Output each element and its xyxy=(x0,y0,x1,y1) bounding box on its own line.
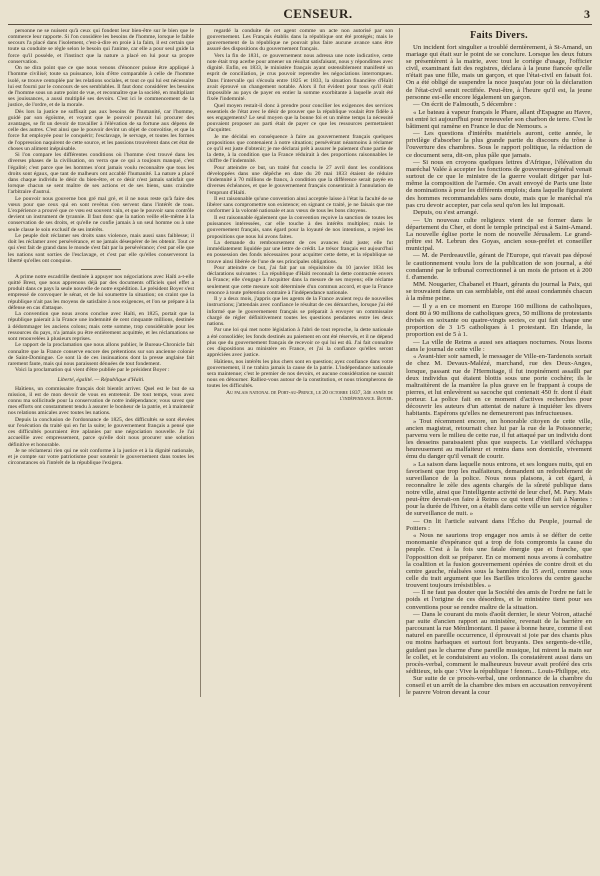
proclamation-paragraph: Quel moyen restait-il donc à prendre pour concilier les exigences des services essentiels de l'état avec le désir de prouver que la république voulait être fidèle à ses engagements? Le seul moyen que la bonne foi et un même temps la nécessité pouvaient proposer au parti était de payer ce que les ressources permettaient d'acquitter. xyxy=(207,102,393,134)
news-item: — Les questions d'intérêts matériels auront, cette année, le privilège d'absorber la plus grande partie du discours du trône à l'ouverture des chambres. Sous le rapport politique, la rédaction de ce document sera, dit-on, plus pâle que jamais. xyxy=(406,130,592,159)
proclamation-paragraph: La demande du remboursement de ces avances était juste; elle fut immédiatement liquidée par une lettre de crédit. Le trésor français est aujourd'hui en possession des fonds nécessaires pour acquitter cette dette, et la république se trouve ainsi libérée de l'une de ses principales obligations. xyxy=(207,240,393,265)
news-item: — On écrit de Falmouth, 5 décembre : xyxy=(413,101,517,109)
news-item: MM. Nougarier, Chabanel et Huart, gérants du journal la Paix, qui se trouvaient dans un cas semblable, ont été aussi condamnés chacun à la même peine. xyxy=(406,281,592,303)
news-item: Sur suite de ce procès-verbal, une ordonnance de la chambre du conseil et un arrêt de la chambre des mises en accusation renvoyèrent le pauvre Voiron devant la cour xyxy=(406,675,592,697)
article-paragraph: A prime notre escadrille destinée à appuyer nos négociations avec Haïti a-t-elle quitté Brest, que nous apprenons déjà par des documents officiels quel effet a produit dans ce pays la seule nouvelle de notre expédition. Le président Boyer s'est empressé de convoquer le sénat, et de lui soumettre la situation; on craint que la république n'ait pas les moyens de satisfaire à nos exigences, et l'on se prépare à la défense en cas d'attaque. xyxy=(8,273,194,311)
proclamation-paragraph: Je ne réclamerai rien qui ne soit conforme à la justice et à la dignité nationale, et je compte sur votre patriotisme pour soutenir le gouvernement dans toutes les circonstances où l'intérêt de la république l'exigera. xyxy=(8,448,194,467)
column-rule xyxy=(399,28,400,697)
proclamation-paragraph: Vers la fin de 1831, ce gouvernement nous adressa une note indicative, cette note était trop acerbe pour amener un résultat satisfaisant, nous y répondîmes avec dignité. Enfin, en 1833, le ministère français ayant ostensiblement manifesté un esprit de conciliation, je crus pouvoir reprendre les négociations interrompues. Dans l'intervalle qui s'écoula entre 1825 et 1833, la situation financière d'Haïti avait éprouvé un changement notable. Alors il fut évident pour tous qu'il était impossible au pays de payer en entier la somme exorbitante à laquelle avait été fixée l'indemnité. xyxy=(207,53,393,103)
proclamation-signature: Au palais national de Port-au-Prince, le 20 octobre 1837, 34e année de l'indépendance. Boyer. xyxy=(226,389,393,402)
article-paragraph: personne ne se nuisent qu'à ceux qui fondent leur bien-être sur le bien que le commerce leur rapporte. Si l'on considère les besoins de l'homme, lorsque le faible secours l'a placé dans l'isolement, c'est-à-dire en proie à la faim, il est certain que toute sa conduite se règle selon le besoin qui l'anime, car elle a pour seul guide la force qu'il possède, et l'instinct que la nature a placé en lui pour sa propre conservation. xyxy=(8,28,194,65)
news-item: « Le bateau à vapeur français le Phare, allant d'Espagne au Havre, est entré ici aujourd'hui pour renouveler son charbon de terre. C'est le bâtiment qui ramène en France le duc de Nemours. » xyxy=(406,108,592,130)
proclamation-paragraph: Pour atteindre ce but, un traité fut conclu le 27 avril dont les conditions développées dans une dépêche en date du 20 mai 1833 étaient de réduire l'indemnité à 70 millions de francs, à condition que la différence serait payée en diverses échéances, et que le gouvernement français consentirait à l'annulation de l'emprunt d'Haïti. xyxy=(207,165,393,196)
proclamation-paragraph: Haïtiens, un commissaire français doit bientôt arriver. Quel est le but de sa mission, il est de mon devoir de vous en entretenir. De tout temps, vous avez connu ma sollicitude pour la conservation de notre indépendance; vous savez que mes efforts ont constamment tendu à assurer le bonheur de la patrie, et à maintenir nos relations amicales avec toutes les nations. xyxy=(8,385,194,417)
news-item: — Dans le courant du mois d'août dernier, le sieur Voiron, attaché par suite d'ancien rapport au ministère, revenait de la barrière en parcourant la rue Ménilmontant. Il passe à bonne heure, comme il est naturel en pareille occurrence, il éprouvait si joie par des chants plus ou moins harbaques et surtout fort bruyants. Des sergents-de-ville, guidant pas le charme d'une pareille musique, lui mirent la main sur le collet, et le conduisirent au violon. Ils constatèrent aussi dans un procès-verbal, comment le malheureux buveur avait proféré des cris séditieux, tels que : Vive la république ! fenom... Louis-Philippe, etc. xyxy=(406,611,592,675)
news-item: — La ville de Reims a aussi ses attaques nocturnes. Nous lisons dans le journal de cette ville : xyxy=(406,338,592,353)
news-item: Un incident fort singulier a troublé dernièrement, à St-Amand, un mariage qui était sur le point de se conclure. Lorsque les deux futurs se présentèrent à la mairie, avec tout le cortège d'usage, l'officier civil, examinant fait des registres, déclara à la jeune fiancée qu'elle n'était pas une fille, mais un garçon, et que l'état-civil en faisait foi. On a été obligé de suspendre la noce jusqu'au jour où la déclaration de l'état-civil serait rectifiée. Peut-être, à l'heure qu'il est, la jeune personne est-elle encore légalement un garçon. xyxy=(406,44,592,101)
article-paragraph: Si l'on compare les différentes conditions où l'homme s'est trouvé dans les diverses phases de la civilisation, on verra que ce qui a toujours manqué, c'est l'égalité; c'est parce que les hommes n'ont jamais voulu reconnaître que tous les droits sont égaux, que tant de malheurs ont accablé l'humanité. La nature a placé dans chaque individu le désir du bien-être, et ce désir n'est jamais satisfait que lorsque chacun se sent maître de ses actions et de ses biens, sans craindre l'arbitraire d'autrui. xyxy=(8,152,194,196)
news-item: « Avant-hier soir samedi, le messager de Ville-en-Tardenois sortait de chez M. Devaux-Malézé, marchand, rue des Deux-Anges, lorsque, passant rue de l'Hermitage, il fut inopinément assailli par deux individus qui étaient blottis sous une porte cochère; ils le maltraitèrent de la manière la plus grave en le frappant à coups de pierres, et lui enlevèrent sa sacoche qui contenait 450 fr. dont il était porteur. La police fait en ce moment d'actives recherches pour découvrir les auteurs d'un attentat de nature à inquiéter les divers habitants. Espérons qu'elles ne demeureront pas infructueuses. xyxy=(406,353,592,418)
proclamation-paragraph: Il est raisonnable également que la convention reçoive la sanction de toutes les puissances intéressées, car elle touche à des intérêts multiples; mais le gouvernement français, sans égard pour la loyauté de nos intentions, a rejeté les propositions que nous lui avons faites. xyxy=(207,215,393,240)
column-2 xyxy=(207,28,393,697)
columns xyxy=(8,28,592,697)
proclamation-paragraph: Pour atteindre ce but, j'ai fait par un réquisitoire du 10 janvier 1834 les déclarations suivantes : La république d'Haïti reconnaît la dette contractée envers la France; elle s'engage à l'acquitter dans la mesure de ses moyens; elle réclame seulement que cette mesure soit déterminée d'un commun accord, et que la France renonce à toute prétention contraire à l'indépendance nationale. xyxy=(207,265,393,296)
news-item: — Il ne faut pas douter que la Société des amis de l'ordre ne fait le poids et l'origine de ces désordres, et le ministère tient pour ses conventions pour se rendre maître de la situation. xyxy=(406,589,592,611)
news-item: » La saison dans laquelle nous entrons, et ses longues nuits, qui en favorisent que trop les malfaiteurs, demandent un redoublement de surveillance de la police. Nous nous plaisons, à cet égard, à reconnaître le zèle des agents chargés de la sûreté publique dans notre ville, ainsi que l'intelligente activité de leur chef, M. Pary. Mais peut-être devrait-on faire à Reims ce qui vient d'être fait à Nantes : pour la durée de l'hiver, on a établi dans cette ville un service régulier de surveillance de nuit. » xyxy=(406,460,592,518)
article-paragraph: La convention que nous avons conclue avec Haïti, en 1825, portait que la république paierait à la France une indemnité de cent cinquante millions, destinée à dédommager les anciens colons; mais cette somme, trop considérable pour les ressources du pays, n'a jamais pu être entièrement acquittée, et les réclamations se sont renouvelées à plusieurs reprises. xyxy=(8,311,194,342)
news-item: » Tout récemment encore, un honorable citoyen de cette ville, ancien magistrat, retournait chez lui par la rue de la Poissonnerie; parvenu vers le milieu de cette rue, il fut attaqué par un individu dont les desseins paraissaient plus que suspects. Le vieillard s'échappa heureusement au malfaiteur et rentra dans son domicile, vivement ému du danger qu'il venait de courir. xyxy=(406,417,592,461)
news-item: — Si nous en croyons quelques lettres d'Afrique, l'élévation du maréchal Valée à accepter les fonctions de gouverneur-général venait surtout de ce que le ministre de la guerre voulait diriger par lui-même la composition de l'armée. On avait envoyé de Paris une liste de nominations à pour les différents emplois; dans laquelle figuraient des hommes recommandables sans doute, mais que le maréchal n'a pas cru devoir accepter, par cela seul qu'on les lui imposait. xyxy=(406,159,592,209)
column-3 xyxy=(406,28,592,697)
news-item: — Un nouveau culte religieux vient de se former dans le département du Cher, et dont le temple principal est à Saint-Amand. La nouvelle église porte le nom de nouvelle Jérusalem. Le grand-prêtre est M. Lebrun des Goyas, ancien sous-préfet et conseiller municipal. xyxy=(406,216,592,252)
article-paragraph: Dès lors la justice ne suffisait pas aux besoins de l'humanité, car l'homme, guidé par son égoïsme, et voyant que le pouvoir pouvait lui procurer des avantages, se fit un devoir de travailler à l'élévation de sa fortune aux dépens de celle des autres. C'est ainsi que le pouvoir devint un objet de convoitise, et que la force fut employée pour le conquérir; l'esclavage, le servage, et toutes les formes de l'oppression naquirent de cette source, et les passions trouvèrent dans cet état de choses un aliment inépuisable. xyxy=(8,108,194,152)
proclamation-paragraph: Il est raisonnable qu'une convention ainsi acceptée laisse à l'état la faculté de se libérer sans compromettre son existence; en signant ce traité, je ne faisais que me conformer à la volonté nationale et aux vœux de tous les bons citoyens. xyxy=(207,196,393,215)
proclamation-paragraph: Par une loi qui met notre législation à l'abri de tout reproche, la dette nationale a été consolidée; les fonds destinés au paiement en ont été réservés, et il ne dépend plus que du gouvernement français de recevoir ce qui lui est dû. J'ai fait connaître ces dispositions au ministère en France, et j'ai la confiance qu'elles seront appréciées avec justice. xyxy=(207,327,393,359)
news-item: — Il y a en ce moment en Europe 160 millions de catholiques, dont 80 à 90 millions de catholiques grecs, 50 millions de protestants divisés en soixante ou quatre-vingts sectes, ce qui fait chaque une proportion de 3 1/5 catholiques à 1 protestant. En Irlande, la proportion est de 5 à 1. xyxy=(406,302,592,339)
proclamation-paragraph: Haïtiens, nos intérêts les plus chers sont en question; ayez confiance dans votre gouvernement, il ne trahira jamais la cause de la patrie. L'indépendance nationale sera maintenue; c'est le premier de nos devoirs, et aucune considération ne saurait nous en détourner. Ralliez-vous autour de la constitution, et nous triompherons de toutes les difficultés. xyxy=(207,358,393,390)
proclamation-paragraph: Depuis la conclusion de l'ordonnance de 1825, des difficultés se sont élevées sur l'exécution du traité qui en fut la suite; le gouvernement français a pensé que ces difficultés pourraient être aplanies par une négociation nouvelle. Je l'ai accueillie avec empressement, parce qu'elle doit nous procurer une solution définitive et honorable. xyxy=(8,416,194,448)
article-paragraph: Le peuple doit réclamer ses droits sans violence, mais aussi sans faiblesse; il doit les réclamer avec persévérance, et ne jamais désespérer de les obtenir. Tout ce qui s'est fait de grand dans le monde s'est fait par la persévérance; c'est par elle que les nations sont sorties de l'esclavage, et c'est par elle qu'elles conserveront la liberté qu'elles ont conquise. xyxy=(8,233,194,264)
column-rule xyxy=(200,28,201,697)
article-paragraph: Le pouvoir nous gouverne bon gré mal gré, et il ne nous reste qu'à faire des vœux pour que ceux qui en sont revêtus s'en servent dans l'intérêt de tous. L'expérience a prouvé que ce vœu est souvent vain, et que le pouvoir sans contrôle devient un instrument de tyrannie. Il faut donc que la nation veille elle-même à la conservation de ses droits, et qu'elle ne confie jamais à un seul homme ou à une seule classe le soin exclusif de ses intérêts. xyxy=(8,195,194,233)
news-item: — On lit l'article suivant dans l'Écho du Peuple, journal de Poitiers : xyxy=(406,517,592,532)
news-item: Depuis, ou s'est arrangé. xyxy=(413,209,479,217)
column-1 xyxy=(8,28,194,697)
proclamation-paragraph: Je me décidai en conséquence à faire au gouvernement français quelques propositions que contenaient à notre situation; persévérant néanmoins à réclamer ce qu'il est juste d'obtenir; je me déclarai prêt à assurer le paiement d'une partie de la dette, à la condition que la France réduirait à des proportions raisonnables le chiffre de l'indemnité. xyxy=(207,133,393,165)
article-paragraph: On ne dira point que ce que nous venons d'énoncer puisse être appliqué à l'homme civilisé; toute sa puissance, loin d'être comparable à celle de l'homme isolé, se trouve centuplée par les relations sociales, et tout ce qui lui est nécessaire lui est fourni par le concours de ses semblables. Il faut donc considérer les besoins de l'homme sous un autre point de vue, et reconnaître que la société, en multipliant ses jouissances, a aussi multiplié ses devoirs. C'est ici le commencement de la justice, de l'ordre, et de la morale. xyxy=(8,65,194,109)
news-item: « Nous ne saurions trop engager nos amis à se défier de cette monomanie d'espérance qui a trop de fois compromis la cause du peuple. C'est à la fois une fatale énergie que et franche, que l'opposition doit se préparer. En ce moment nous avons à combattre la coalition et la fusion gouvernement opérées de contre droit et du centre gauche, réalisées sous la bannière du 15 avril, comme sous celle du trait argument que les Barilles tricolores du centre gauche trouvent toujours irrésistibles. » xyxy=(406,532,592,589)
proclamation-paragraph: Il y a deux mois, j'appris que les agents de la France avaient reçu de nouvelles instructions; j'attendais avec confiance le résultat de ces démarches, lorsque j'ai été informé que le gouvernement français se préparait à envoyer un commissaire chargé de régler définitivement toutes les questions pendantes entre les deux nations. xyxy=(207,296,393,327)
proclamation-heading: Liberté, égalité. — République d'Haïti. xyxy=(57,376,145,383)
faits-divers-heading: Faits Divers. xyxy=(470,30,528,41)
article-paragraph: Voici la proclamation qui vient d'être publiée par le président Boyer : xyxy=(15,367,170,374)
news-item: — M. de Perdreauville, gérant de l'Europe, qui n'avait pas déposé le cautionnement voulu lors de la publication de son journal, a été condamné par le tribunal correctionnel à un mois de prison et à 200 f. d'amende. xyxy=(406,252,592,281)
article-paragraph: Le rapport de la proclamation que nous allons publier, le Bureau-Chronicle fait connaître que la France conserve encore des prétentions sur son ancienne colonie de Saint-Domingue. Ce sont là de ces insinuations dont la presse anglaise fait rarement faute, mais qui nous paraissent dénuées de tout fondement. xyxy=(8,342,194,367)
newspaper-title: CENSEUR. xyxy=(283,6,353,21)
proclamation-paragraph: regardé la conduite de cet agent comme un acte non autorisé par son gouvernement. Les Français établis dans la république ont été protégés; mais le gouvernement de la république ne pouvait plus faire aucune avance sans être assuré des dispositions du gouvernement français. xyxy=(207,28,393,53)
page-number: 3 xyxy=(584,7,590,21)
separator-rule xyxy=(81,269,121,270)
masthead xyxy=(8,6,592,25)
